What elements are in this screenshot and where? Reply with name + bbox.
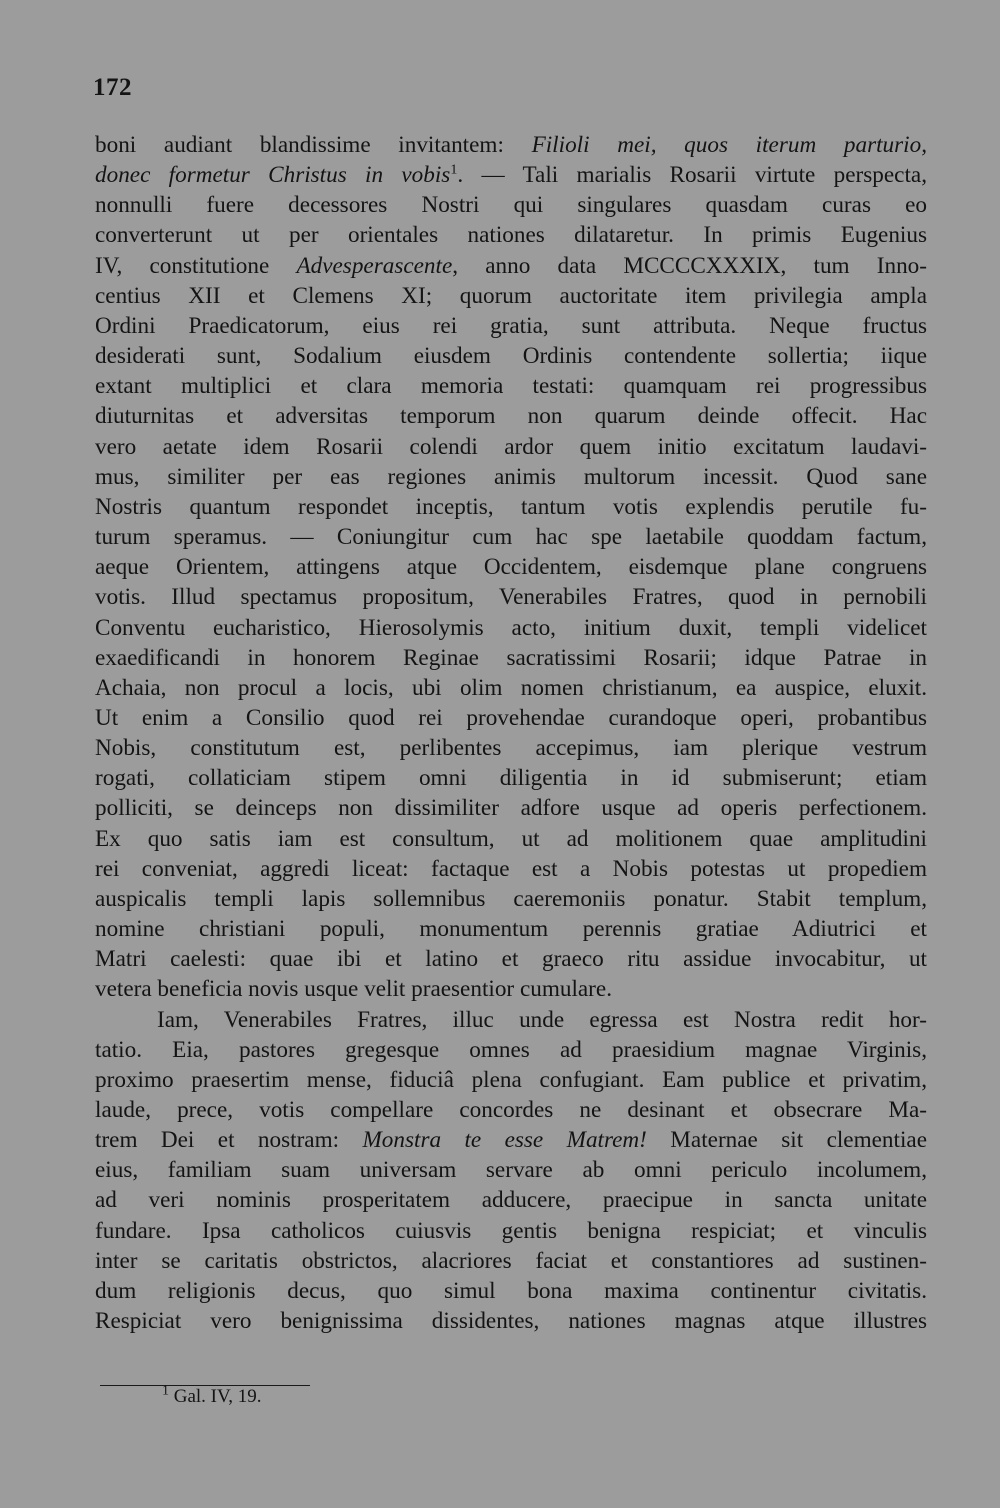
text-line: Nobis, constitutum est, perlibentes accepimus, iam plerique vestrum	[95, 735, 927, 762]
text-line: Ordini Praedicatorum, eius rei gratia, sunt attributa. Neque fructus	[95, 312, 927, 339]
text-run: trem Dei et nostram:	[95, 1127, 363, 1154]
text-line: exaedificandi in honorem Reginae sacratissimi Rosarii; idque Patrae in	[95, 644, 927, 671]
text-line: eius, familiam suam universam servare ab omni periculo incolumem,	[95, 1157, 927, 1184]
text-line: votis. Illud spectamus propositum, Venerabiles Fratres, quod in pernobili	[95, 584, 927, 611]
text-line: polliciti, se deinceps non dissimiliter adfore usque ad operis perfectionem.	[95, 795, 927, 822]
text-line: dum religionis decus, quo simul bona maxima continentur civitatis.	[95, 1277, 927, 1304]
text-line: centius XII et Clemens XI; quorum auctoritate item privilegia ampla	[95, 282, 927, 309]
text-line: fundare. Ipsa catholicos cuiusvis gentis benigna respiciat; et vinculis	[95, 1217, 927, 1244]
text-line: tatio. Eia, pastores gregesque omnes ad praesidium magnae Virginis,	[95, 1036, 927, 1063]
text-run: boni audiant blandissime invitantem:	[95, 132, 532, 158]
text-run: . — Tali marialis Rosarii virtute perspecta,	[457, 162, 927, 189]
text-run: Maternae sit clementiae	[646, 1127, 927, 1154]
text-line: Iam, Venerabiles Fratres, illuc unde egressa est Nostra redit hor-	[157, 1006, 927, 1033]
footnote-mark: 1	[162, 1383, 169, 1399]
text-line: Achaia, non procul a locis, ubi olim nomen christianum, ea auspice, eluxit.	[95, 674, 927, 701]
text-line: Conventu eucharistico, Hierosolymis acto, initium duxit, templi videlicet	[95, 614, 927, 641]
text-line: diuturnitas et adversitas temporum non quarum deinde offecit. Hac	[95, 403, 927, 430]
text-line	[95, 1125, 927, 1155]
text-line: vetera beneficia novis usque velit praesentior cumulare.	[95, 976, 612, 1003]
text-line: nomine christiani populi, monumentum perennis gratiae Adiutrici et	[95, 916, 927, 943]
text-line	[95, 160, 927, 190]
footnote	[162, 1385, 262, 1409]
text-line: turum speramus. — Coniungitur cum hac spe laetabile quoddam factum,	[95, 524, 927, 551]
text-line: auspicalis templi lapis sollemnibus caeremoniis ponatur. Stabit templum,	[95, 885, 927, 912]
text-line: Matri caelesti: quae ibi et latino et graeco ritu assidue invocabitur, ut	[95, 946, 927, 973]
paragraph-2	[95, 1005, 927, 1337]
paragraph-1	[95, 130, 927, 1005]
text-run: IV, constitutione	[95, 252, 297, 279]
text-line: nonnulli fuere decessores Nostri qui singulares quasdam curas eo	[95, 192, 927, 219]
text-line	[95, 251, 927, 281]
text-line: ad veri nominis prosperitatem adducere, praecipue in sancta unitate	[95, 1187, 927, 1214]
text-line: converterunt ut per orientales nationes dilataretur. In primis Eugenius	[95, 222, 927, 249]
text-line: inter se caritatis obstrictos, alacriores faciat et constantiores ad sustinen-	[95, 1247, 927, 1274]
text-run: , anno data MCCCCXXXIX, tum Inno-	[452, 252, 927, 279]
italic-quote: donec formetur Christus in vobis	[95, 162, 451, 189]
text-line: Respiciat vero benignissima dissidentes, nationes magnas atque illustres	[95, 1308, 927, 1335]
italic-quote: Filioli mei, quos iterum parturio,	[531, 132, 927, 158]
page-number: 172	[93, 74, 132, 101]
text-line: rogati, collaticiam stipem omni diligentia in id submiserunt; etiam	[95, 765, 927, 792]
text-line: extant multiplici et clara memoria testati: quamquam rei progressibus	[95, 373, 927, 400]
text-line: mus, similiter per eas regiones animis multorum incessit. Quod sane	[95, 463, 927, 490]
italic-title: Advesperascente	[296, 252, 453, 279]
text-line: Nostris quantum respondet inceptis, tantum votis explendis perutile fu-	[95, 493, 927, 520]
italic-quote: Monstra te esse Matrem!	[362, 1127, 647, 1154]
text-line: rei conveniat, aggredi liceat: factaque est a Nobis potestas ut propediem	[95, 855, 927, 882]
footnote-text: Gal. IV, 19.	[169, 1386, 262, 1407]
footnote-reference: 1	[450, 162, 458, 178]
text-line: desiderati sunt, Sodalium eiusdem Ordinis contendente sollertia; iique	[95, 343, 927, 370]
text-line: laude, prece, votis compellare concordes ne desinant et obsecrare Ma-	[95, 1097, 927, 1123]
text-line: Ut enim a Consilio quod rei provehendae curandoque operi, probantibus	[95, 704, 927, 731]
text-line: Ex quo satis iam est consultum, ut ad molitionem quae amplitudini	[95, 825, 927, 852]
text-line: proximo praesertim mense, fiduciâ plena confugiant. Eam publice et privatim,	[95, 1066, 927, 1093]
text-line: aeque Orientem, attingens atque Occidentem, eisdemque plane congruens	[95, 554, 927, 581]
text-line: vero aetate idem Rosarii colendi ardor quem initio excitatum laudavi-	[95, 433, 927, 460]
body-text	[95, 130, 927, 1336]
text-line	[95, 130, 927, 160]
